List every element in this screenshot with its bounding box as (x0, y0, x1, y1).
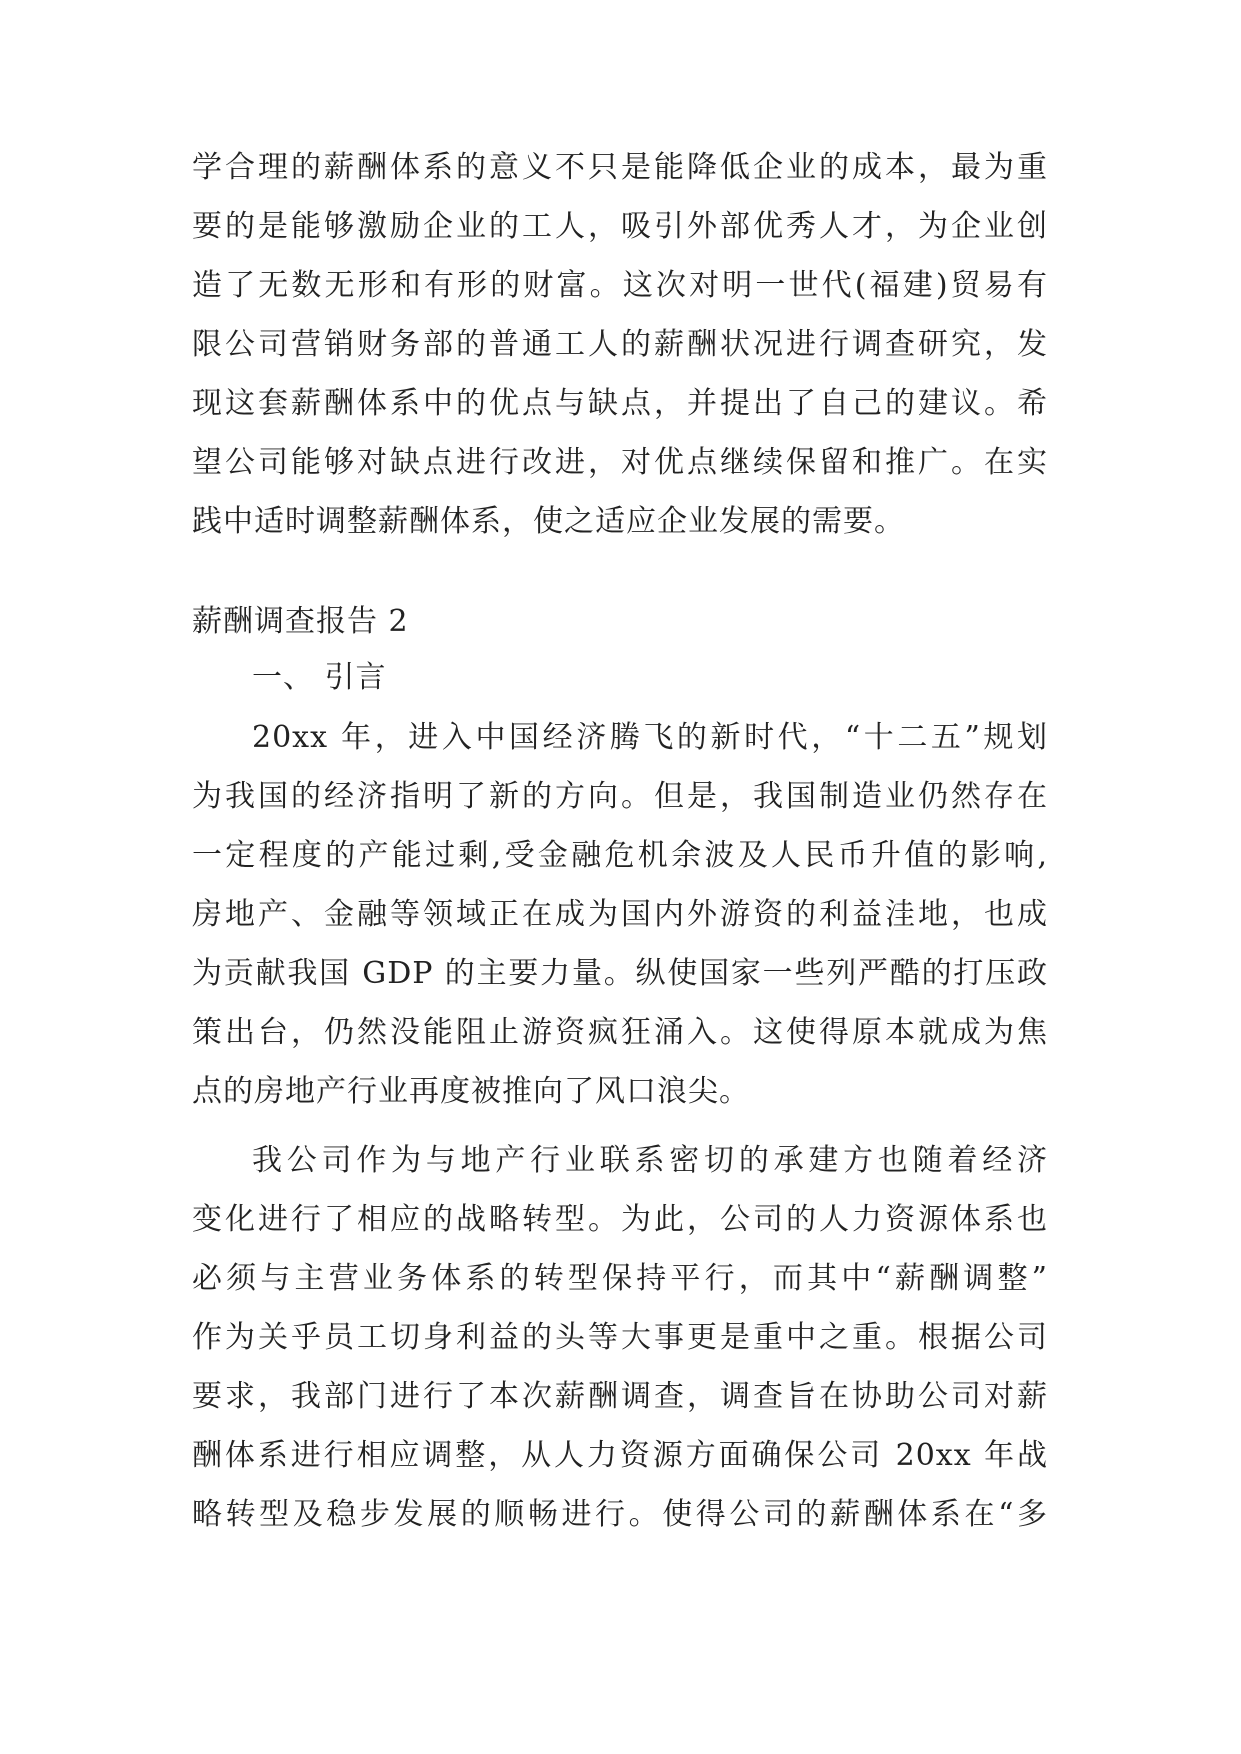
text-line: 策出台，仍然没能阻止游资疯狂涌入。这使得原本就成为焦 (192, 1015, 1048, 1050)
text-line: 必须与主营业务体系的转型保持平行，而其中“薪酬调整” (192, 1261, 1048, 1296)
text-line: 我公司作为与地产行业联系密切的承建方也随着经济 (252, 1143, 1048, 1178)
text-line: 略转型及稳步发展的顺畅进行。使得公司的薪酬体系在“多 (192, 1497, 1048, 1532)
text-line: 酬体系进行相应调整，从人力资源方面确保公司 20xx 年战 (192, 1438, 1048, 1473)
report-title: 薪酬调查报告 2 (192, 604, 409, 639)
section-heading: 一、 引言 (252, 660, 387, 695)
text-line: 学合理的薪酬体系的意义不只是能降低企业的成本，最为重 (192, 150, 1048, 185)
text-line: 要的是能够激励企业的工人，吸引外部优秀人才，为企业创 (192, 209, 1048, 244)
text-line: 变化进行了相应的战略转型。为此，公司的人力资源体系也 (192, 1202, 1048, 1237)
text-line: 为贡献我国 GDP 的主要力量。纵使国家一些列严酷的打压政 (192, 956, 1048, 991)
text-line: 20xx 年，进入中国经济腾飞的新时代，“十二五”规划 (252, 720, 1048, 755)
text-line: 为我国的经济指明了新的方向。但是，我国制造业仍然存在 (192, 779, 1048, 814)
text-line: 点的房地产行业再度被推向了风口浪尖。 (192, 1074, 750, 1109)
text-line: 望公司能够对缺点进行改进，对优点继续保留和推广。在实 (192, 445, 1048, 480)
text-line: 要求，我部门进行了本次薪酬调查，调查旨在协助公司对薪 (192, 1379, 1048, 1414)
text-line: 一定程度的产能过剩,受金融危机余波及人民币升值的影响, (192, 838, 1048, 873)
text-line: 践中适时调整薪酬体系，使之适应企业发展的需要。 (192, 504, 905, 539)
text-line: 作为关乎员工切身利益的头等大事更是重中之重。根据公司 (192, 1320, 1048, 1355)
text-line: 限公司营销财务部的普通工人的薪酬状况进行调查研究，发 (192, 327, 1048, 362)
text-line: 造了无数无形和有形的财富。这次对明一世代(福建)贸易有 (192, 268, 1048, 303)
text-line: 现这套薪酬体系中的优点与缺点，并提出了自己的建议。希 (192, 386, 1048, 421)
text-line: 房地产、金融等领域正在成为国内外游资的利益洼地，也成 (192, 897, 1048, 932)
